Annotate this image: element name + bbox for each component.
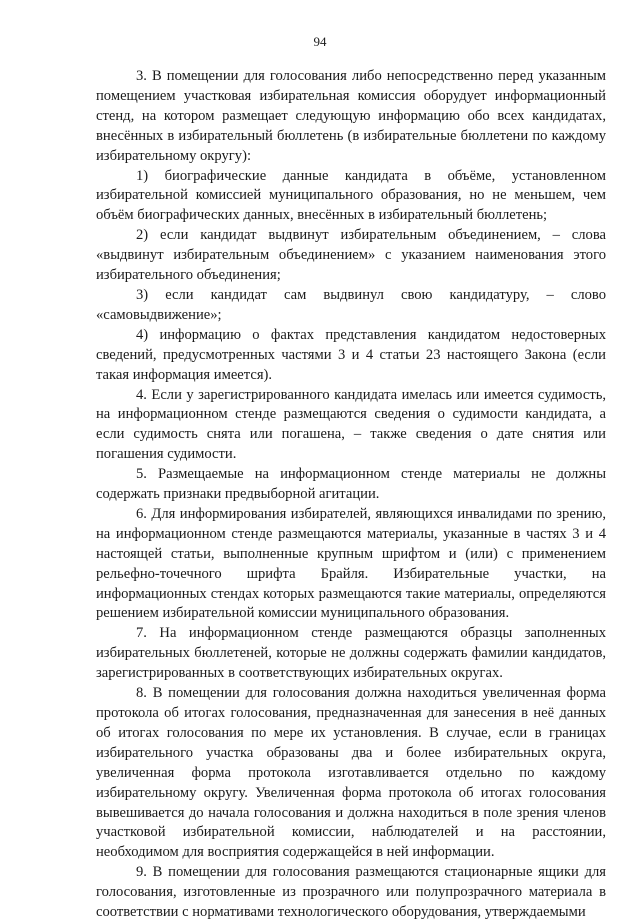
paragraph-item-7: 7. На информационном стенде размещаются образцы заполненных избирательных бюллетеней, которые не должны содержать фамилии кандидатов, зарегистрированных в соответствующих избирательных округах. [96,625,606,682]
paragraph-item-5: 5. Размещаемые на информационном стенде материалы не должны содержать признаки предвыборной агитации. [96,466,606,503]
paragraph-subitem-2: 2) если кандидат выдвинут избирательным объединением, – слова «выдвинут избирательным объединением» с указанием наименования этого избирательного объединения; [96,227,606,284]
paragraph-item-9: 9. В помещении для голосования размещаются стационарные ящики для голосования, изготовленные из прозрачного или полупрозрачного материала в соответствии с нормативами технологического оборудования, утверждаемыми [96,864,606,921]
document-body [96,67,606,923]
paragraph-subitem-1: 1) биографические данные кандидата в объёме, установленном избирательной комиссией муниципального образования, но не меньшем, чем объём биографических данных, внесённых в избирательный бюллетень; [96,167,606,224]
paragraph-item-3: 3. В помещении для голосования либо непосредственно перед указанным помещением участковая избирательная комиссия оборудует информационный стенд, на котором размещает следующую информацию обо всех кандидатах, внесённых в избирательный бюллетень (в избирательные бюллетени по каждому избирательному округу): [96,68,606,164]
paragraph-item-4: 4. Если у зарегистрированного кандидата имелась или имеется судимость, на информационном стенде размещаются сведения о судимости кандидата, а если судимость снята или погашена, – также сведения о дате снятия или погашения судимости. [96,386,606,463]
paragraph-subitem-3: 3) если кандидат сам выдвинул свою кандидатуру, – слово «самовыдвижение»; [96,286,606,323]
paragraph-item-6: 6. Для информирования избирателей, являющихся инвалидами по зрению, на информационном стенде размещаются материалы, указанные в частях 3 и 4 настоящей статьи, выполненные крупным шрифтом и (или) с применением рельефно-точечного шрифта Брайля. Избирательные участки, на информационных стендах которых размещаются такие материалы, определяются решением избирательной комиссии муниципального образования. [96,505,606,622]
page-number: 94 [313,34,327,49]
paragraph-subitem-4: 4) информацию о фактах представления кандидатом недостоверных сведений, предусмотренных частями 3 и 4 статьи 23 настоящего Закона (если такая информация имеется). [96,326,606,383]
paragraph-item-8: 8. В помещении для голосования должна находиться увеличенная форма протокола об итогах голосования, предназначенная для занесения в неё данных об итогах голосования по мере их установления. В случае, если в границах избирательного участка образованы два и более избирательных округа, увеличенная форма протокола изготавливается отдельно по каждому избирательному округу. Увеличенная форма протокола об итогах голосования вывешивается до начала голосования и должна находиться в поле зрения членов участковой избирательной комиссии, наблюдателей и на расстоянии, необходимом для восприятия содержащейся в ней информации. [96,685,606,861]
